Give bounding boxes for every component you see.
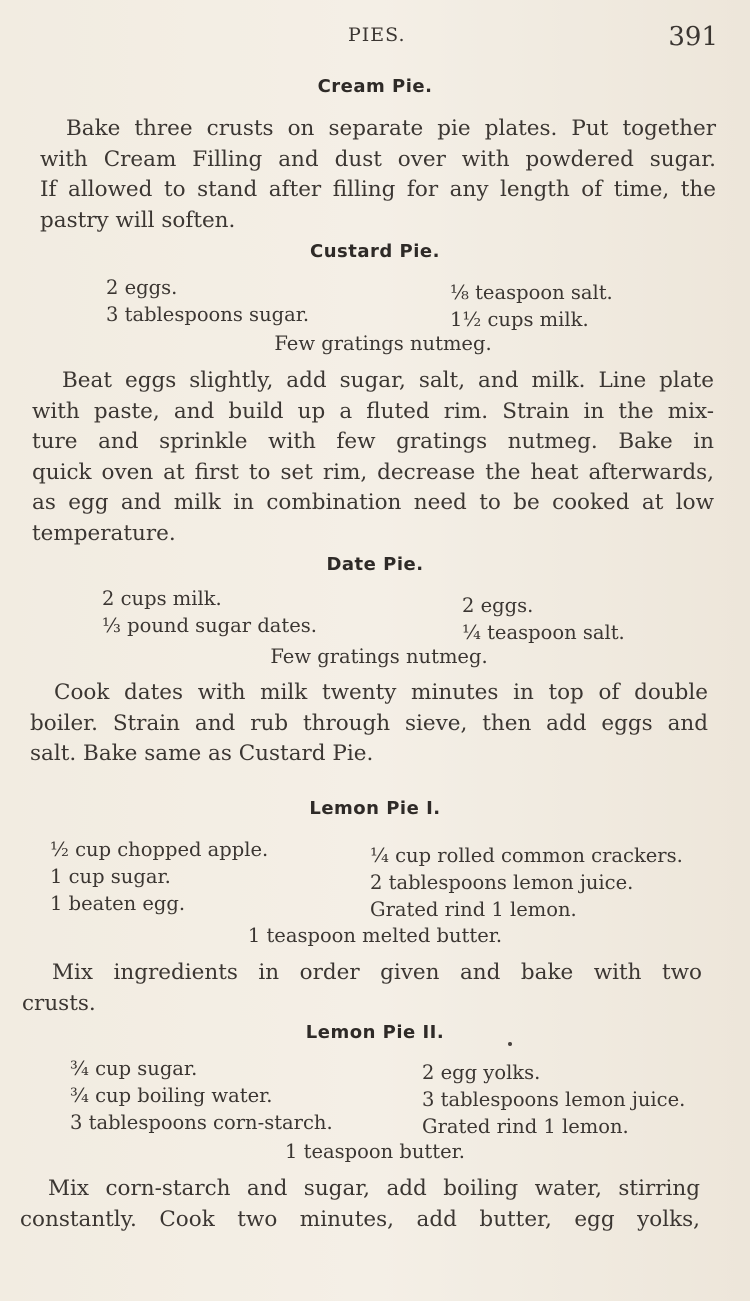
text-line: Cook dates with milk twenty minutes in top of double [54,680,708,705]
text-line: Beat eggs slightly, add sugar, salt, and milk. Line plate [62,368,714,393]
running-title: PIES. [348,24,406,46]
ink-speck [508,1042,512,1046]
date-pie-title: Date Pie. [326,554,424,575]
text-line: boiler. Strain and rub through sieve, then add eggs and [30,710,708,736]
ingredient: 1 beaten egg. [50,892,186,915]
running-header [0,22,750,52]
lemon-pie-1-title: Lemon Pie I. [309,798,441,819]
text-line: with Cream Filling and dust over with powdered sugar. [40,146,716,172]
lemon-pie-2-instructions [20,1174,700,1235]
cream-pie-instructions [40,114,716,236]
lemon-1-ingredients-left [50,836,268,917]
ingredient: 1½ cups milk. [450,308,589,331]
ingredient: ½ cup chopped apple. [50,838,269,861]
date-ingredient-center: Few gratings nutmeg. [270,645,488,668]
ingredient: 2 eggs. [462,594,534,617]
text-line: salt. Bake same as Custard Pie. [30,741,374,766]
ingredient: 3 tablespoons sugar. [106,303,310,326]
page-number: 391 [668,22,718,52]
ingredient: 3 tablespoons lemon juice. [422,1088,686,1111]
lemon-pie-1-instructions [22,958,702,1019]
text-line: Mix ingredients in order given and bake with two [52,960,702,985]
ingredient: 3 tablespoons corn-starch. [70,1111,333,1134]
custard-ingredients-left [106,274,309,328]
cream-pie-title: Cream Pie. [317,76,433,97]
ingredient: Grated rind 1 lemon. [370,898,577,921]
text-line: crusts. [22,990,96,1016]
ingredient: ¾ cup sugar. [70,1057,198,1080]
ingredient: 1 cup sugar. [50,865,171,888]
custard-ingredient-center: Few gratings nutmeg. [274,332,492,355]
ingredient: ⅓ pound sugar dates. [102,614,318,637]
custard-ingredients-right [450,279,613,333]
ingredient: Grated rind 1 lemon. [422,1115,629,1138]
text-line: If allowed to stand after filling for any length of time, the [40,177,716,202]
text-line: with paste, and build up a fluted rim. Strain in the mix- [32,398,714,424]
lemon-2-ingredients-left [70,1055,333,1136]
lemon-1-ingredients-right [370,842,683,923]
ingredient: 2 cups milk. [102,587,222,610]
ingredient: ¾ cup boiling water. [70,1084,273,1107]
text-line: as egg and milk in combination need to be cooked at low [32,490,714,515]
custard-pie-title: Custard Pie. [310,241,440,262]
date-ingredients-right [462,592,625,646]
text-line: pastry will soften. [40,207,236,233]
ingredient: 2 eggs. [106,276,178,299]
lemon-pie-2-title: Lemon Pie II. [305,1022,445,1043]
ingredient: ¼ cup rolled common crackers. [370,844,683,867]
ingredient: 2 egg yolks. [422,1061,541,1084]
ingredient: ⅛ teaspoon salt. [450,281,613,304]
text-line: constantly. Cook two minutes, add butter, egg yolks, [20,1206,700,1232]
lemon-2-ingredients-right [422,1059,685,1140]
text-line: quick oven at first to set rim, decrease the heat afterwards, [32,459,714,485]
custard-pie-instructions [32,366,714,549]
text-line: temperature. [32,520,176,546]
text-line: ture and sprinkle with few gratings nutmeg. Bake in [32,429,714,454]
text-line: Bake three crusts on separate pie plates. Put together [66,116,716,141]
date-pie-instructions [30,678,708,770]
ingredient: ¼ teaspoon salt. [462,621,625,644]
ingredient: 2 tablespoons lemon juice. [370,871,634,894]
lemon-1-ingredient-center: 1 teaspoon melted butter. [247,924,503,947]
lemon-2-ingredient-center: 1 teaspoon butter. [285,1140,465,1163]
text-line: Mix corn-starch and sugar, add boiling water, stirring [48,1176,700,1201]
date-ingredients-left [102,585,317,639]
